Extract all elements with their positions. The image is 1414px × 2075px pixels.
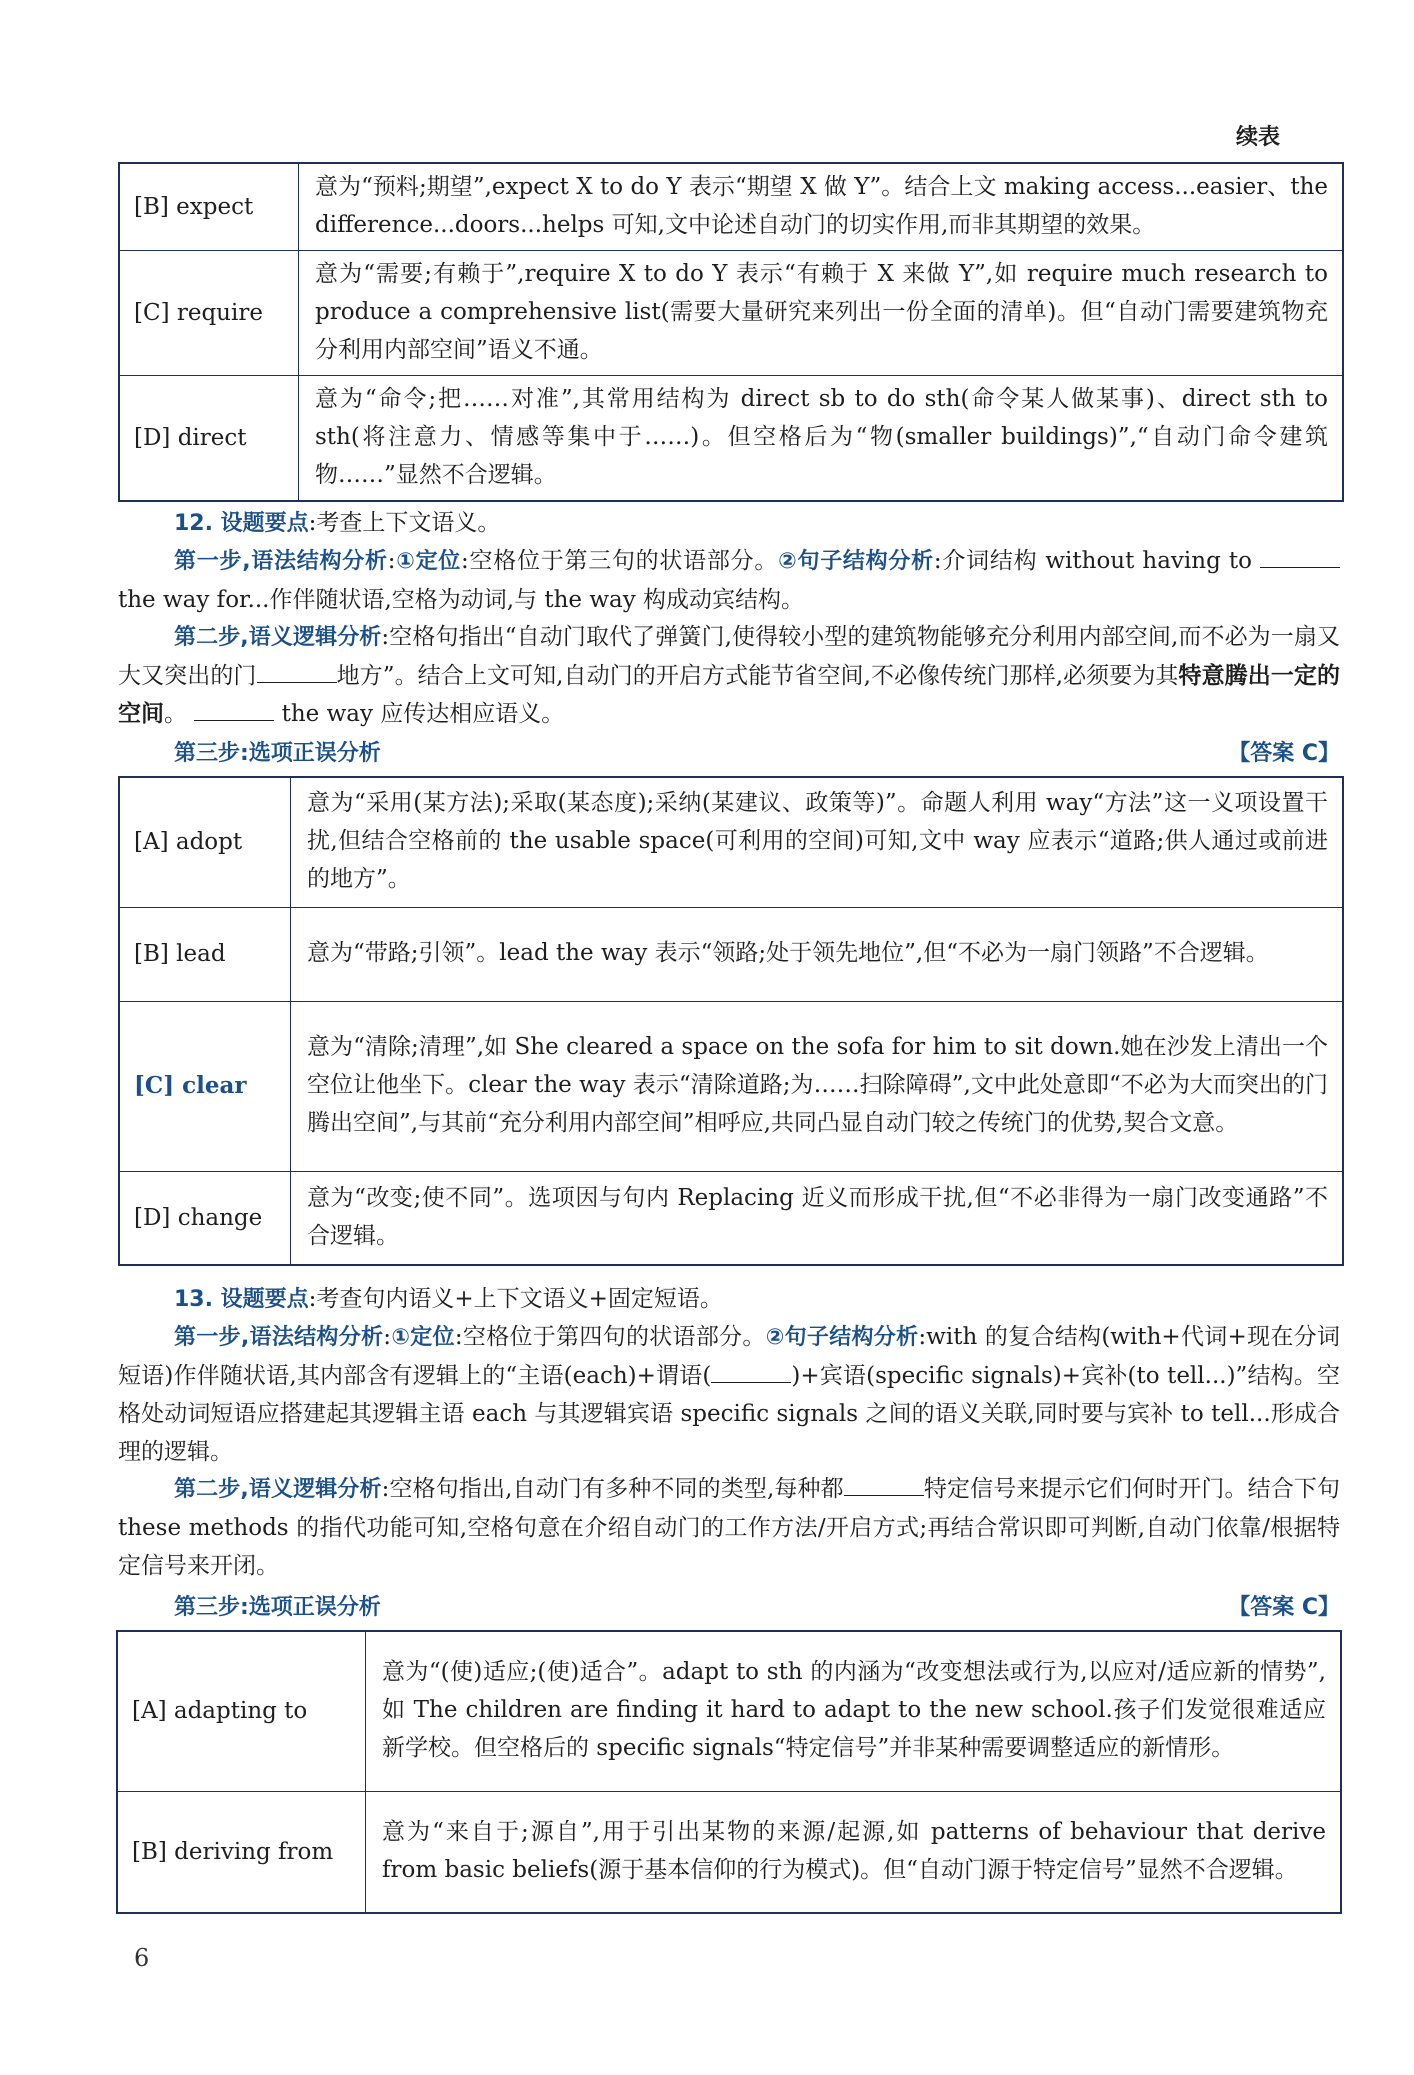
table-row <box>119 777 1343 907</box>
option-explanation: 意为“(使)适应;(使)适合”。adapt to sth 的内涵为“改变想法或行为,以应对/适应新的情势”,如 The children are finding it hard to adapt to the new school.孩子们发觉很难适应新学校。但空格后的 specific signals“特定信号”并非某种需要调整适应的新情形。 <box>366 1631 1342 1791</box>
text-fragment: :空格位于第四句的状语部分。 <box>454 1324 766 1350</box>
q13-step2 <box>118 1470 1340 1585</box>
text-fragment: :空格位于第三句的状语部分。 <box>461 548 779 574</box>
structure-label: ②句子结构分析 <box>778 549 934 574</box>
q13-answer: 【答案 C】 <box>1228 1595 1340 1620</box>
option-explanation: 意为“预料;期望”,expect X to do Y 表示“期望 X 做 Y”。结合上文 making access...easier、the difference...doors...helps 可知,文中论述自动门的切实作用,而非其期望的效果。 <box>299 163 1344 251</box>
option-label: [B] expect <box>119 163 299 251</box>
options-table-q12 <box>118 776 1344 1266</box>
options-table-q13 <box>116 1630 1342 1914</box>
position-label: ①定位 <box>395 549 462 574</box>
option-explanation: 意为“命令;把……对准”,其常用结构为 direct sb to do sth(命令某人做某事)、direct sth to sth(将注意力、情感等集中于……)。但空格后为“物(smaller buildings)”,“自动门命令建筑物……”显然不合逻辑。 <box>299 376 1344 502</box>
option-explanation: 意为“来自于;源自”,用于引出某物的来源/起源,如 patterns of behaviour that derive from basic beliefs(源于基本信仰的行为模式)。但“自动门源于特定信号”显然不合逻辑。 <box>366 1791 1342 1913</box>
answer-blank <box>844 1471 924 1496</box>
q12-answer: 【答案 C】 <box>1228 741 1340 766</box>
text-fragment: )+宾语(specific signals)+宾补(to tell...)”结构。空格处动词短语应搭建起其逻辑主语 each 与其逻辑宾语 specific signals 之间的语义关联,同时要与宾补 to tell...形成合理的逻辑。 <box>118 1363 1340 1465</box>
option-label: [D] direct <box>119 376 299 502</box>
q12-key-point <box>118 504 1340 543</box>
table-row <box>119 376 1343 502</box>
text-fragment: the way 应传达相应语义。 <box>281 701 565 727</box>
answer-blank <box>257 658 337 683</box>
text-fragment: the way for...作伴随状语,空格为动词,与 the way 构成动宾结构。 <box>118 587 805 613</box>
text-fragment: 。 <box>164 701 187 727</box>
position-label: ①定位 <box>391 1325 455 1350</box>
q13-title-num: 13. 设题要点 <box>174 1287 309 1312</box>
text-fragment: :with 的复合结构(with+代词+现在分词短语)作伴随状语,其内部含有逻辑上的“主语(each)+谓语( <box>118 1324 1340 1389</box>
page-number: 6 <box>134 1944 150 1972</box>
text-fragment: : <box>383 1324 392 1350</box>
table-row <box>119 163 1343 251</box>
table-row <box>119 907 1343 1001</box>
answer-blank <box>711 1358 791 1383</box>
q12-step2 <box>118 618 1340 733</box>
text-fragment: :空格句指出,自动门有多种不同的类型,每种都 <box>381 1476 844 1502</box>
answer-blank <box>194 696 274 721</box>
text-fragment: 地方”。结合上文可知,自动门的开启方式能节省空间,不必像传统门那样,必须要为其 <box>336 663 1179 689</box>
q13-title-text: :考查句内语义+上下文语义+固定短语。 <box>308 1286 723 1312</box>
q12-title-text: :考查上下文语义。 <box>308 510 501 536</box>
q12-title-num: 12. 设题要点 <box>174 511 309 536</box>
q12-step1 <box>118 542 1340 619</box>
step2-label: 第二步,语义逻辑分析 <box>174 1477 382 1502</box>
option-label: [D] change <box>119 1171 291 1265</box>
step1-label: 第一步,语法结构分析 <box>174 1325 384 1350</box>
text-fragment: : <box>387 548 396 574</box>
option-label: [B] deriving from <box>117 1791 366 1913</box>
step1-label: 第一步,语法结构分析 <box>174 549 388 574</box>
q12-step3-label: 第三步:选项正误分析 <box>174 741 381 766</box>
table-row <box>119 1171 1343 1265</box>
option-explanation: 意为“清除;清理”,如 She cleared a space on the sofa for him to sit down.她在沙发上清出一个空位让他坐下。clear the way 表示“清除道路;为……扫除障碍”,文中此处意即“不必为大而突出的门腾出空间”,与其前“充分利用内部空间”相呼应,共同凸显自动门较之传统门的优势,契合文意。 <box>291 1001 1344 1171</box>
structure-label: ②句子结构分析 <box>765 1325 919 1350</box>
option-label: [A] adapting to <box>117 1631 366 1791</box>
option-explanation: 意为“需要;有赖于”,require X to do Y 表示“有赖于 X 来做 Y”,如 require much research to produce a comprehensive list(需要大量研究来列出一份全面的清单)。但“自动门需要建筑物充分利用内部空间”语义不通。 <box>299 251 1344 376</box>
text-fragment: :空格句指出“自动门取代了弹簧门,使得较小型的建筑物能够充分利用内部空间,而不必为一扇又大又突出的门 <box>118 624 1340 689</box>
table-row <box>117 1791 1341 1913</box>
q13-key-point <box>118 1280 1340 1319</box>
continued-table-label: 续表 <box>1236 125 1281 150</box>
option-label-correct: [C] clear <box>119 1001 291 1171</box>
step2-label: 第二步,语义逻辑分析 <box>174 625 382 650</box>
option-explanation: 意为“改变;使不同”。选项因与句内 Replacing 近义而形成干扰,但“不必非得为一扇门改变通路”不合逻辑。 <box>291 1171 1344 1265</box>
table-row <box>119 1001 1343 1171</box>
q13-step1 <box>118 1318 1340 1471</box>
option-label: [A] adopt <box>119 777 291 907</box>
table-row <box>119 251 1343 376</box>
options-table-q11 <box>118 162 1344 502</box>
q13-step3-label: 第三步:选项正误分析 <box>174 1595 381 1620</box>
option-label: [B] lead <box>119 907 291 1001</box>
text-fragment: 特定信号来提示它们何时开门。结合下句 these methods 的指代功能可知,空格句意在介绍自动门的工作方法/开启方式;再结合常识即可判断,自动门依靠/根据特定信号来开闭。 <box>118 1476 1341 1579</box>
answer-blank <box>1260 543 1340 568</box>
option-explanation: 意为“带路;引领”。lead the way 表示“领路;处于领先地位”,但“不必为一扇门领路”不合逻辑。 <box>291 907 1344 1001</box>
emphasis-text: 特意腾出一定的空间 <box>118 662 1340 727</box>
option-label: [C] require <box>119 251 299 376</box>
table-row <box>117 1631 1341 1791</box>
text-fragment: :介词结构 without having to <box>933 548 1252 574</box>
option-explanation: 意为“采用(某方法);采取(某态度);采纳(某建议、政策等)”。命题人利用 way“方法”这一义项设置干扰,但结合空格前的 the usable space(可利用的空间)可知,文中 way 应表示“道路;供人通过或前进的地方”。 <box>291 777 1344 907</box>
